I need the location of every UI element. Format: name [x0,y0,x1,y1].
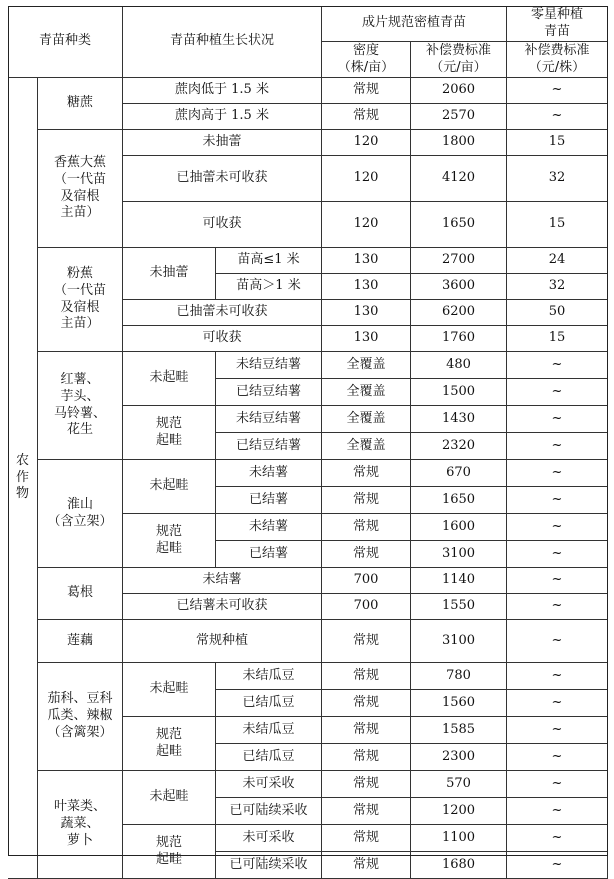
subcategory-yam: 淮山 （含立架） [38,460,123,568]
bulk-standard-value: 2700 [411,248,507,274]
header-growth-status: 青苗种植生长状况 [123,6,322,78]
density-value: 全覆盖 [322,379,411,406]
bulk-standard-value: 1800 [411,130,507,156]
growth-condition: 已结瓜豆 [216,744,322,771]
bulk-standard-value: 570 [411,771,507,798]
density-value: 全覆盖 [322,352,411,379]
scattered-standard-value: ~ [507,379,608,406]
subcategory-banana: 香蕉大蕉 （一代苗 及宿根 主苗） [38,130,123,248]
growth-condition: 已结豆结薯 [216,379,322,406]
header-bulk-planting: 成片规范密植青苗 [322,6,507,42]
density-value: 常规 [322,104,411,130]
bulk-standard-value: 1140 [411,568,507,594]
growth-condition: 未结瓜豆 [216,717,322,744]
group-standard-ridge: 规范 起畦 [123,825,216,879]
density-value: 常规 [322,514,411,541]
bulk-standard-value: 6200 [411,300,507,326]
scattered-standard-value: ~ [507,541,608,568]
bulk-standard-value: 1200 [411,798,507,825]
scattered-standard-value: ~ [507,717,608,744]
bulk-standard-value: 1500 [411,379,507,406]
growth-condition: 苗高＞1 米 [216,274,322,300]
growth-condition: 未结豆结薯 [216,352,322,379]
scattered-standard-value: ~ [507,78,608,104]
group-standard-ridge: 规范 起畦 [123,406,216,460]
bulk-standard-value: 670 [411,460,507,487]
bulk-standard-value: 4120 [411,156,507,202]
growth-condition: 未结瓜豆 [216,663,322,690]
growth-condition: 未结薯 [216,514,322,541]
density-value: 130 [322,248,411,274]
bulk-standard-value: 3100 [411,541,507,568]
bulk-standard-value: 2570 [411,104,507,130]
density-value: 常规 [322,825,411,852]
growth-condition: 可收获 [123,326,322,352]
scattered-standard-value: ~ [507,406,608,433]
density-value: 130 [322,300,411,326]
growth-condition: 已可陆续采收 [216,798,322,825]
header-category: 青苗种类 [8,6,123,78]
density-value: 常规 [322,460,411,487]
bulk-standard-value: 2300 [411,744,507,771]
group-standard-ridge: 规范 起畦 [123,717,216,771]
growth-condition: 未抽蕾 [123,130,322,156]
header-scattered-standard: 补偿费标准 （元/株） [507,42,608,78]
category-crops: 农 作 物 [8,78,38,879]
scattered-standard-value: ~ [507,487,608,514]
bulk-standard-value: 1585 [411,717,507,744]
group-no-ridge: 未起畦 [123,771,216,825]
bulk-standard-value: 1650 [411,202,507,248]
scattered-standard-value: ~ [507,825,608,852]
scattered-standard-value: ~ [507,771,608,798]
density-value: 130 [322,274,411,300]
scattered-standard-value: ~ [507,433,608,460]
bulk-standard-value: 1560 [411,690,507,717]
scattered-standard-value: ~ [507,594,608,620]
growth-condition: 已抽蕾未可收获 [123,156,322,202]
subcategory-sugarcane: 糖蔗 [38,78,123,130]
growth-condition: 可收获 [123,202,322,248]
scattered-standard-value: ~ [507,104,608,130]
scattered-standard-value: 24 [507,248,608,274]
bulk-standard-value: 1650 [411,487,507,514]
bulk-standard-value: 3600 [411,274,507,300]
density-value: 120 [322,202,411,248]
group-no-ridge: 未起畦 [123,460,216,514]
scattered-standard-value: 15 [507,326,608,352]
scattered-standard-value: ~ [507,620,608,663]
bulk-standard-value: 480 [411,352,507,379]
density-value: 常规 [322,690,411,717]
growth-condition: 未结豆结薯 [216,406,322,433]
scattered-standard-value: ~ [507,744,608,771]
bulk-standard-value: 2320 [411,433,507,460]
density-value: 120 [322,156,411,202]
growth-condition: 已结薯 [216,487,322,514]
scattered-standard-value: ~ [507,663,608,690]
growth-condition: 常规种植 [123,620,322,663]
group-no-ridge: 未起畦 [123,352,216,406]
growth-condition: 已结薯未可收获 [123,594,322,620]
subcategory-lotus: 莲藕 [38,620,123,663]
growth-condition: 已可陆续采收 [216,852,322,879]
density-value: 常规 [322,620,411,663]
growth-condition: 未结薯 [123,568,322,594]
scattered-standard-value: ~ [507,568,608,594]
scattered-standard-value: ~ [507,352,608,379]
growth-condition: 未可采收 [216,825,322,852]
density-value: 700 [322,568,411,594]
subcategory-vegetable-fruit: 茄科、豆科 瓜类、辣椒 （含篱架） [38,663,123,771]
group-not-budded: 未抽蕾 [123,248,216,300]
density-value: 120 [322,130,411,156]
density-value: 常规 [322,78,411,104]
scattered-standard-value: ~ [507,690,608,717]
scattered-standard-value: 50 [507,300,608,326]
scattered-standard-value: ~ [507,798,608,825]
bulk-standard-value: 1680 [411,852,507,879]
density-value: 常规 [322,852,411,879]
bulk-standard-value: 1550 [411,594,507,620]
bulk-standard-value: 780 [411,663,507,690]
header-bulk-standard: 补偿费标准 （元/亩） [411,42,507,78]
growth-condition: 蔗肉低于 1.5 米 [123,78,322,104]
growth-condition: 蔗肉高于 1.5 米 [123,104,322,130]
subcategory-plantain: 粉蕉 （一代苗 及宿根 主苗） [38,248,123,352]
header-density: 密度 （株/亩） [322,42,411,78]
scattered-standard-value: ~ [507,460,608,487]
group-no-ridge: 未起畦 [123,663,216,717]
scattered-standard-value: 32 [507,156,608,202]
density-value: 常规 [322,717,411,744]
growth-condition: 已抽蕾未可收获 [123,300,322,326]
bulk-standard-value: 1430 [411,406,507,433]
scattered-standard-value: 15 [507,202,608,248]
density-value: 常规 [322,798,411,825]
density-value: 常规 [322,663,411,690]
bulk-standard-value: 1100 [411,825,507,852]
bulk-standard-value: 1600 [411,514,507,541]
subcategory-leafy-vegetables: 叶菜类、 蔬菜、 萝卜 [38,771,123,879]
density-value: 常规 [322,744,411,771]
growth-condition: 已结瓜豆 [216,690,322,717]
scattered-standard-value: 32 [507,274,608,300]
bulk-standard-value: 1760 [411,326,507,352]
scattered-standard-value: ~ [507,852,608,879]
density-value: 全覆盖 [322,433,411,460]
scattered-standard-value: 15 [507,130,608,156]
group-standard-ridge: 规范 起畦 [123,514,216,568]
subcategory-tubers: 红薯、 芋头、 马铃薯、 花生 [38,352,123,460]
density-value: 常规 [322,771,411,798]
growth-condition: 未可采收 [216,771,322,798]
growth-condition: 已结豆结薯 [216,433,322,460]
density-value: 常规 [322,541,411,568]
bulk-standard-value: 3100 [411,620,507,663]
header-scattered-planting: 零星种植 青苗 [507,6,608,42]
growth-condition: 未结薯 [216,460,322,487]
density-value: 700 [322,594,411,620]
scattered-standard-value: ~ [507,514,608,541]
density-value: 全覆盖 [322,406,411,433]
density-value: 130 [322,326,411,352]
density-value: 常规 [322,487,411,514]
subcategory-kudzu: 葛根 [38,568,123,620]
growth-condition: 已结薯 [216,541,322,568]
bulk-standard-value: 2060 [411,78,507,104]
growth-condition: 苗高≤1 米 [216,248,322,274]
